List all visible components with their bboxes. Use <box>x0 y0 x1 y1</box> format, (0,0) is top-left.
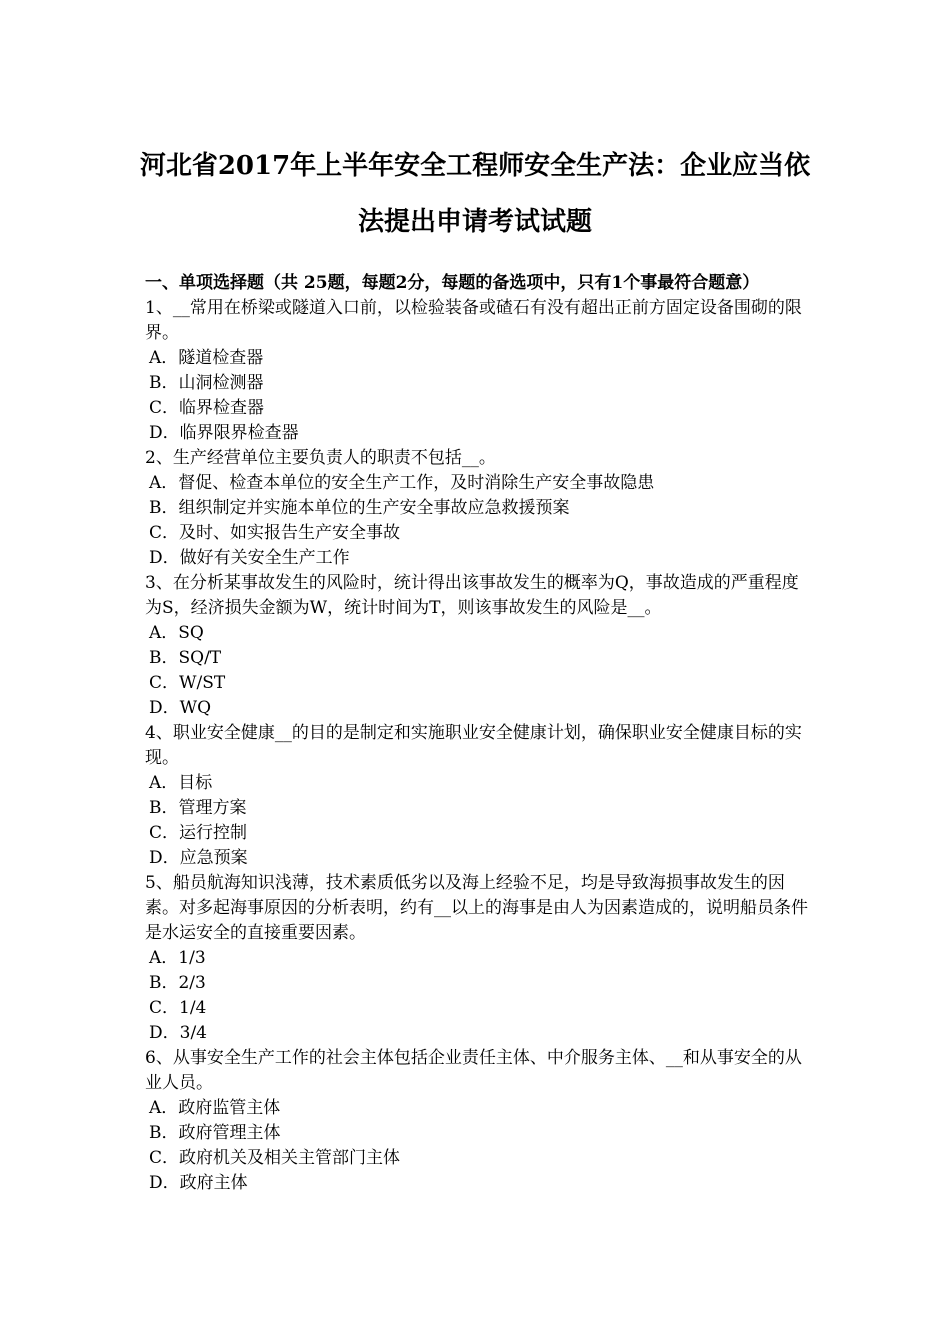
question-text: 1、__常用在桥梁或隧道入口前，以检验装备或碴石有没有超出正前方固定设备围砌的限界。 <box>145 298 802 343</box>
question-4 <box>145 721 810 871</box>
question-text: 2、生产经营单位主要负责人的职责不包括__。 <box>145 448 496 468</box>
option-d: D．3/4 <box>149 1023 207 1043</box>
option-a: A．目标 <box>149 773 213 793</box>
option-a: A．督促、检查本单位的安全生产工作，及时消除生产安全事故隐患 <box>149 473 655 493</box>
question-2 <box>145 446 810 571</box>
option-c: C．及时、如实报告生产安全事故 <box>149 523 401 543</box>
option-a: A．1/3 <box>149 948 206 968</box>
question-text: 3、在分析某事故发生的风险时，统计得出该事故发生的概率为Q，事故造成的严重程度为S，经济损失金额为W，统计时间为T，则该事故发生的风险是__。 <box>145 573 799 618</box>
option-b: B．组织制定并实施本单位的生产安全事故应急救援预案 <box>149 498 570 518</box>
question-6 <box>145 1046 810 1196</box>
document-title <box>120 138 830 250</box>
option-d: D．临界限界检查器 <box>149 423 299 443</box>
question-5 <box>145 871 810 1046</box>
question-3 <box>145 571 810 721</box>
option-c: C．W/ST <box>149 673 226 693</box>
question-1 <box>145 296 810 446</box>
question-text: 4、职业安全健康__的目的是制定和实施职业安全健康计划，确保职业安全健康目标的实现。 <box>145 723 802 768</box>
option-a: A．隧道检查器 <box>149 348 264 368</box>
option-c: C．1/4 <box>149 998 207 1018</box>
option-b: B．山洞检测器 <box>149 373 264 393</box>
option-d: D．应急预案 <box>149 848 248 868</box>
title-line-2: 法提出申请考试试题 <box>357 207 592 237</box>
question-text: 6、从事安全生产工作的社会主体包括企业责任主体、中介服务主体、__和从事安全的从业人员。 <box>145 1048 802 1093</box>
option-d: D．政府主体 <box>149 1173 248 1193</box>
option-d: D．WQ <box>149 698 212 718</box>
title-line-1: 河北省2017年上半年安全工程师安全生产法：企业应当依 <box>139 151 811 181</box>
option-a: A．政府监管主体 <box>149 1098 281 1118</box>
option-b: B．管理方案 <box>149 798 247 818</box>
option-b: B．政府管理主体 <box>149 1123 281 1143</box>
question-text: 5、船员航海知识浅薄，技术素质低劣以及海上经验不足，均是导致海损事故发生的因素。对多起海事原因的分析表明，约有__以上的海事是由人为因素造成的，说明船员条件是水运安全的直接重要因素。 <box>145 873 808 943</box>
option-d: D．做好有关安全生产工作 <box>149 548 350 568</box>
option-a: A．SQ <box>149 623 204 643</box>
section-heading: 一、单项选择题（共 25题，每题2分，每题的备选项中，只有1个事最符合题意） <box>145 273 760 293</box>
option-c: C．临界检查器 <box>149 398 265 418</box>
option-b: B．SQ/T <box>149 648 222 668</box>
document-body <box>145 271 810 1196</box>
option-c: C．政府机关及相关主管部门主体 <box>149 1148 401 1168</box>
option-b: B．2/3 <box>149 973 206 993</box>
option-c: C．运行控制 <box>149 823 248 843</box>
